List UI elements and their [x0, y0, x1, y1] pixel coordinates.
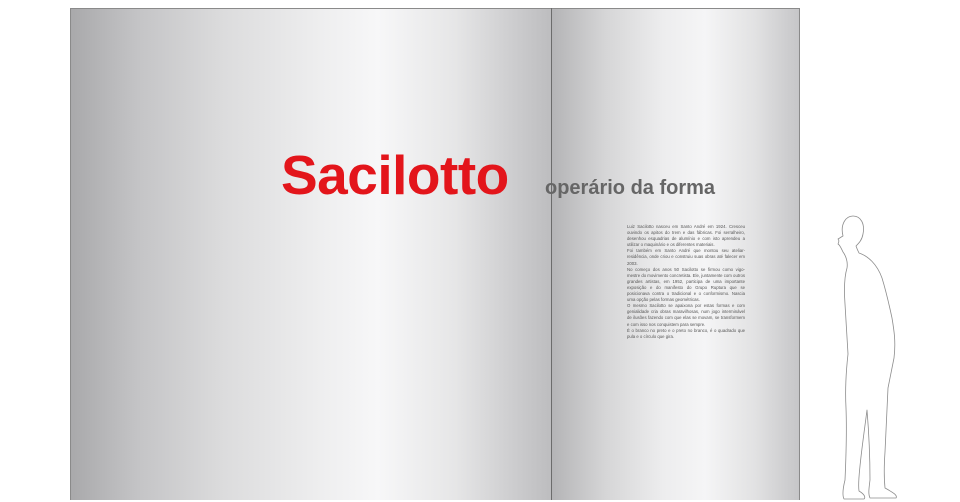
exhibit-subtitle: operário da forma	[545, 177, 716, 199]
left-panel	[70, 8, 552, 500]
body-paragraph: No começo dos anos 50 Sacilotto se firmou como vigo-mestre do movimento concretista. Ele, juntamente com outros grandes artistas, em 1952, participa de uma importante exposição e do manifesto do Grupo Ruptura que se posicionava contra o tradicional e o conformismo. Nascia uma opção pelas formas geométricas.	[627, 266, 745, 303]
body-paragraph: É o branco no preto e o preto no branco, é o quadrado que pula e o círculo que gira.	[627, 327, 745, 339]
panel-fold-line	[551, 8, 552, 500]
body-paragraph: Luiz Sacilotto nasceu em Santo André em 1924. Cresceu ouvindo os apitos do trem e das fábricas. Foi serralheiro, desenhou esquadrias de alumínio e com isto aprendeu a utilizar o maquinário e os diferentes materiais.	[627, 224, 745, 248]
body-paragraph: O mesmo Sacilotto se apaixona por estas formas e com genialidade cria obras maravilhosas, num jogo interminável de ilusões fazendo com que elas se movam, se transformem e com isso nos conquistem para sempre.	[627, 303, 745, 327]
body-text-block	[627, 224, 745, 340]
exhibit-title: Sacilotto	[281, 144, 509, 206]
human-silhouette-icon	[826, 212, 906, 502]
body-paragraph: Foi também em Santo André que montou seu ateliar-residência, onde criou e construiu suas obras até falecer em 2003.	[627, 248, 745, 266]
